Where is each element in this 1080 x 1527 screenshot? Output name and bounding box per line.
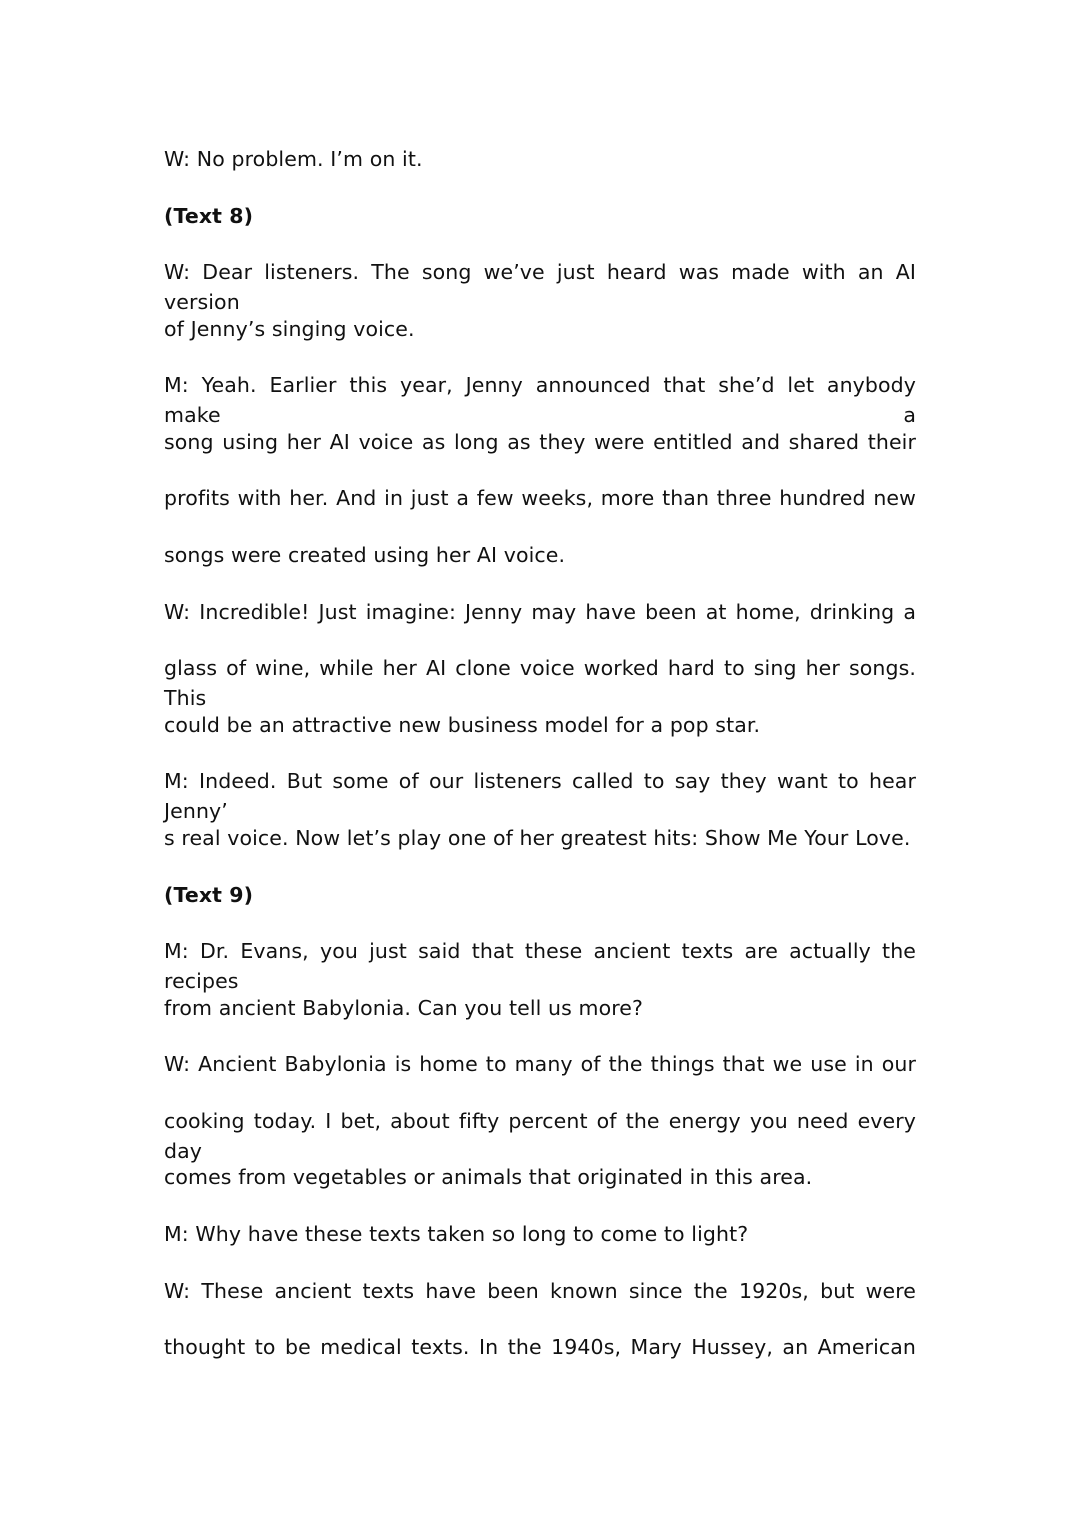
dialogue-line: W: These ancient texts have been known since the 1920s, but were bbox=[164, 1279, 916, 1303]
dialogue-line: W: No problem. I’m on it. bbox=[164, 147, 423, 171]
dialogue-line: M: Dr. Evans, you just said that these ancient texts are actually the recipes bbox=[164, 939, 916, 993]
dialogue-line: W: Ancient Babylonia is home to many of the things that we use in our bbox=[164, 1052, 916, 1076]
dialogue-line: glass of wine, while her AI clone voice worked hard to sing her songs. This bbox=[164, 656, 916, 710]
dialogue-line: M: Indeed. But some of our listeners called to say they want to hear Jenny’ bbox=[164, 769, 916, 823]
dialogue-line: M: Why have these texts taken so long to come to light? bbox=[164, 1222, 749, 1246]
dialogue-line: could be an attractive new business model for a pop star. bbox=[164, 713, 761, 737]
dialogue-line: from ancient Babylonia. Can you tell us more? bbox=[164, 996, 643, 1020]
dialogue-line: W: Dear listeners. The song we’ve just heard was made with an AI version bbox=[164, 260, 916, 314]
dialogue-line: comes from vegetables or animals that originated in this area. bbox=[164, 1165, 813, 1189]
dialogue-line: songs were created using her AI voice. bbox=[164, 543, 566, 567]
dialogue-line: W: Incredible! Just imagine: Jenny may have been at home, drinking a bbox=[164, 600, 916, 624]
section-heading-text-8: (Text 8) bbox=[164, 204, 254, 228]
section-heading-text-9: (Text 9) bbox=[164, 883, 254, 907]
dialogue-line: song using her AI voice as long as they were entitled and shared their bbox=[164, 430, 916, 454]
dialogue-line: M: Yeah. Earlier this year, Jenny announced that she’d let anybody make a bbox=[164, 373, 916, 427]
dialogue-line: cooking today. I bet, about fifty percent of the energy you need every day bbox=[164, 1109, 916, 1163]
dialogue-line: s real voice. Now let’s play one of her greatest hits: Show Me Your Love. bbox=[164, 826, 911, 850]
dialogue-line: thought to be medical texts. In the 1940s, Mary Hussey, an American bbox=[164, 1335, 916, 1359]
dialogue-line: of Jenny’s singing voice. bbox=[164, 317, 415, 341]
dialogue-line: profits with her. And in just a few weeks, more than three hundred new bbox=[164, 486, 916, 510]
